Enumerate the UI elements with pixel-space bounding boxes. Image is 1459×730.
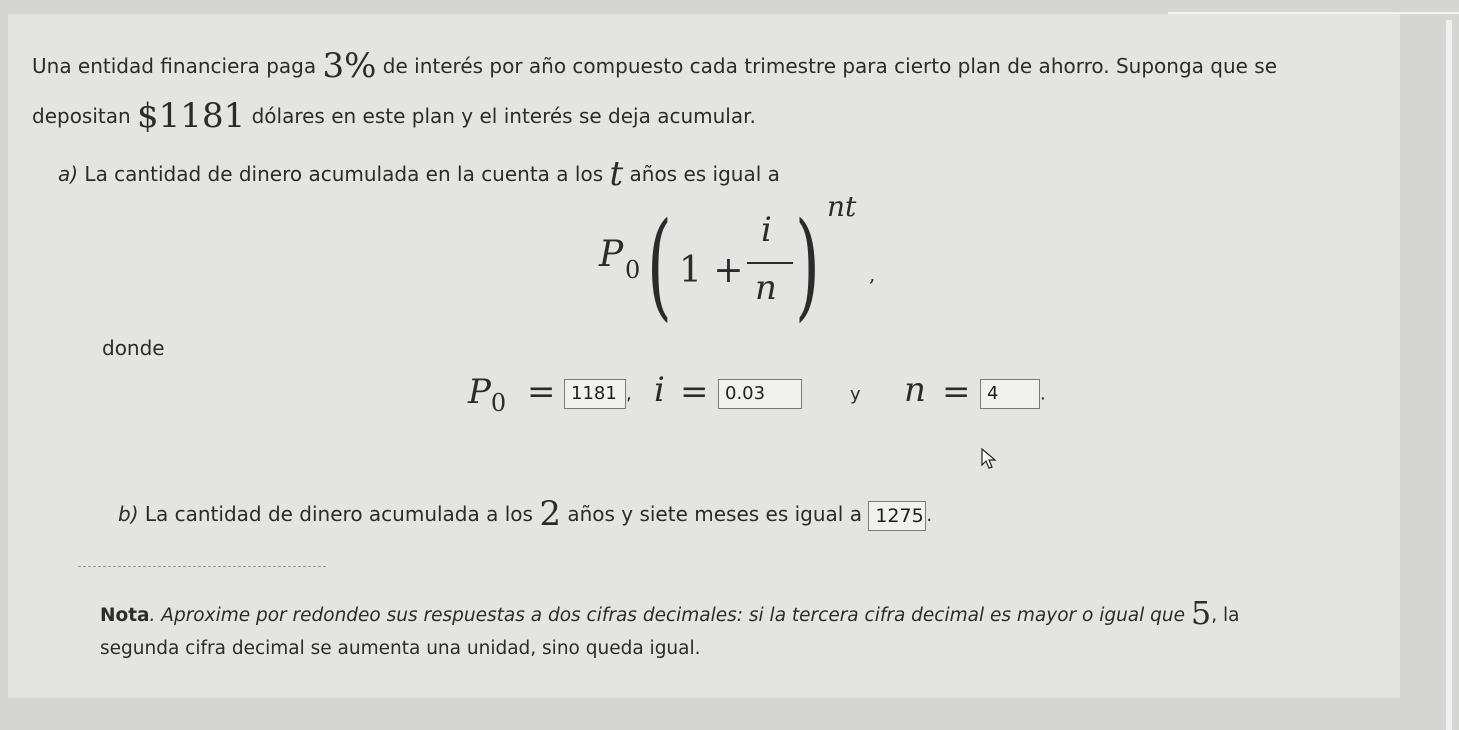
intro-text-2: depositan [32, 104, 131, 128]
i-label: i [654, 370, 665, 410]
formula-denominator: n [755, 268, 777, 308]
mouse-pointer-icon [981, 448, 1001, 470]
intro-text-2-cont: dólares en este plan y el interés se deja acumular. [251, 104, 756, 128]
formula-numerator: i [761, 210, 772, 250]
deposit-value: $1181 [137, 96, 246, 136]
n-label: n [904, 370, 926, 410]
equals-sign: = [527, 372, 556, 412]
formula-comma: , [869, 262, 876, 286]
dashed-divider [78, 566, 326, 567]
part-a-statement [58, 154, 780, 194]
comma: , [626, 383, 632, 405]
period-b: . [926, 505, 933, 526]
p0-input-wrap [564, 379, 632, 409]
fraction-bar [747, 262, 793, 264]
n-input[interactable]: 4 [980, 379, 1040, 409]
y-word: y [850, 384, 861, 405]
note-five: 5 [1190, 594, 1212, 632]
formula-one-plus: 1 + [679, 250, 744, 291]
compound-interest-formula [595, 190, 915, 333]
part-a-letter: a) [58, 162, 79, 186]
equals-sign-2: = [680, 372, 709, 412]
part-b-statement [118, 494, 932, 534]
intro-line-2 [32, 96, 756, 136]
note-label: Nota [100, 605, 150, 626]
note-line-1 [100, 594, 1240, 632]
p0-input[interactable]: 1181 [564, 379, 626, 409]
i-input[interactable]: 0.03 [718, 379, 802, 409]
note-text-end: , la [1211, 605, 1240, 626]
donde-label: donde [102, 336, 165, 360]
top-divider [1168, 12, 1459, 14]
formula-P: P [599, 234, 624, 275]
p0-label: $P_0$ [468, 372, 507, 417]
part-b-text: La cantidad de dinero acumulada a los [144, 502, 533, 526]
part-a-text-cont: años es igual a [629, 162, 780, 186]
years-value: 2 [539, 494, 561, 534]
part-b-answer-input[interactable]: 1275 [868, 501, 926, 531]
note-line-2: segunda cifra decimal se aumenta una unidad, sino queda igual. [100, 638, 701, 659]
formula-sub0: 0 [625, 256, 641, 284]
period: . [1040, 383, 1046, 405]
part-b-letter: b) [118, 502, 139, 526]
intro-text: Una entidad financiera paga [32, 54, 317, 78]
right-paren: ) [795, 198, 820, 333]
note-text: . Aproxime por redondeo sus respuestas a dos cifras decimales: si la tercera cifra decimal es mayor o igual que [149, 605, 1186, 626]
i-input-wrap [718, 379, 802, 409]
equals-sign-3: = [942, 372, 971, 412]
part-a-text: La cantidad de dinero acumulada en la cuenta a los [84, 162, 604, 186]
part-b-text-cont: años y siete meses es igual a [567, 502, 862, 526]
intro-line-1 [32, 46, 1277, 86]
left-paren: ( [647, 198, 672, 333]
n-input-wrap [980, 379, 1046, 409]
formula-exponent: nt [827, 190, 857, 223]
intro-text-cont: de interés por año compuesto cada trimestre para cierto plan de ahorro. Suponga que se [382, 54, 1278, 78]
rate-value: 3% [322, 46, 377, 86]
window-edge [1446, 20, 1452, 730]
var-t: t [609, 154, 624, 194]
